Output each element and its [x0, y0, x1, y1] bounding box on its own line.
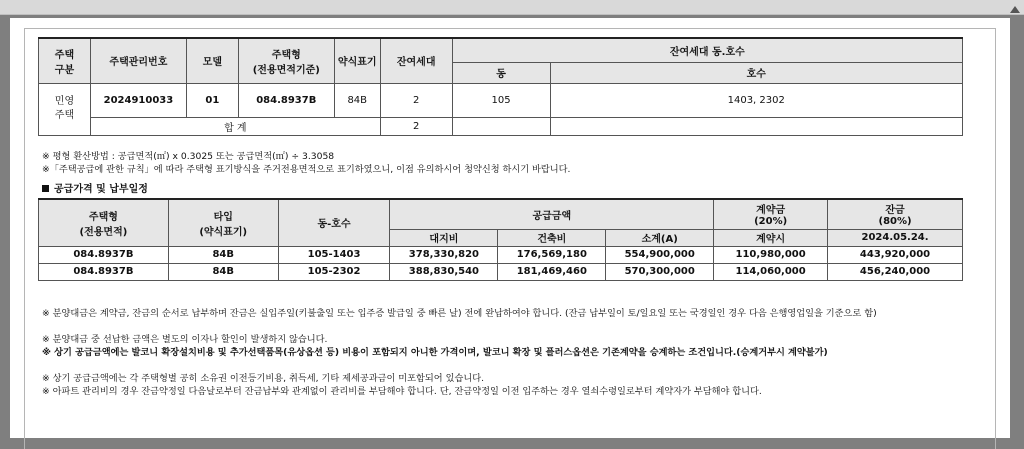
header-build: 건축비 [498, 229, 606, 246]
header-housing-type: 주택형 (전용면적) [39, 199, 169, 246]
cell-land: 388,830,540 [390, 263, 498, 280]
header-abbr: 약식표기 [334, 38, 380, 83]
cell-subtotal: 554,900,000 [606, 246, 714, 263]
note-taxes: ※ 상기 공급금액에는 각 주택형별 공히 소유권 이전등기비용, 취득세, 기타 제세공과금이 미포함되어 있습니다. [42, 373, 485, 384]
header-ho: 호수 [550, 62, 963, 83]
section-title: 공급가격 및 납부일정 [42, 180, 148, 195]
cell-build: 181,469,460 [498, 263, 606, 280]
cell-mgmt-no: 2024910033 [90, 83, 186, 117]
cell-housing-type: 084.8937B [39, 246, 169, 263]
cell-dong: 105 [452, 83, 550, 117]
cell-unit: 105-1403 [278, 246, 390, 263]
note-area-notation: ※「주택공급에 관한 규칙」에 따라 주택형 표기방식을 주거전용면적으로 표기하였으니, 이점 유의하시어 청약신청 하시기 바랍니다. [42, 164, 571, 175]
cell-type: 84B [168, 246, 278, 263]
header-mgmt-no: 주택관리번호 [90, 38, 186, 83]
cell-land: 378,330,820 [390, 246, 498, 263]
scroll-up-icon[interactable] [1010, 6, 1020, 13]
header-remaining: 잔여세대 [380, 38, 452, 83]
cell-housing-type: 084.8937B [39, 263, 169, 280]
cell-contract: 110,980,000 [714, 246, 828, 263]
header-remaining-units: 잔여세대 동.호수 [452, 38, 962, 62]
header-contract-when: 계약시 [714, 229, 828, 246]
cell-balance: 443,920,000 [828, 246, 963, 263]
cell-house-type: 민영 주택 [39, 83, 91, 135]
header-unit: 동-호수 [278, 199, 390, 246]
cell-housing-type: 084.8937B [238, 83, 334, 117]
cell-contract: 114,060,000 [714, 263, 828, 280]
total-label: 합 계 [90, 117, 380, 135]
header-house-type: 주택 구분 [39, 38, 91, 83]
cell-model: 01 [186, 83, 238, 117]
header-dong: 동 [452, 62, 550, 83]
header-balance-when: 2024.05.24. [828, 229, 963, 246]
note-payment-order: ※ 분양대금은 계약금, 잔금의 순서로 납부하며 잔금은 실입주일(키불출일 또는 입주증 발급일 중 빠른 날) 전에 완납하여야 합니다. (잔금 납부일이 토/일요일 또는 국경일인 경우 다음 은행영업일을 기준으로 함) [42, 308, 877, 319]
square-bullet-icon [42, 185, 49, 192]
header-type: 타입 (약식표기) [168, 199, 278, 246]
note-balcony: ※ 상기 공급금액에는 발코니 확장설치비용 및 추가선택품목(유상옵션 등) 비용이 포함되지 아니한 가격이며, 발코니 확장 및 플러스옵션은 기존계약을 승계하는 조건입니다.(승계거부시 계약불가) [42, 347, 828, 358]
remaining-units-table [38, 37, 963, 136]
header-land: 대지비 [390, 229, 498, 246]
header-supply-price: 공급금액 [390, 199, 714, 229]
supply-price-table [38, 198, 963, 281]
cell-build: 176,569,180 [498, 246, 606, 263]
table-row [39, 246, 963, 263]
header-model: 모델 [186, 38, 238, 83]
note-prepayment: ※ 분양대금 중 선납한 금액은 별도의 이자나 할인이 발생하지 않습니다. [42, 334, 328, 345]
document-page [10, 18, 1010, 438]
header-housing-type: 주택형 (전용면적기준) [238, 38, 334, 83]
note-management-fee: ※ 아파트 관리비의 경우 잔금약정일 다음날로부터 잔금납부와 관계없이 관리비를 부담해야 합니다. 단, 잔금약정일 이전 입주하는 경우 열쇠수령일로부터 계약자가 부담해야 합니다. [42, 386, 762, 397]
cell-ho: 1403, 2302 [550, 83, 963, 117]
cell-type: 84B [168, 263, 278, 280]
header-contract: 계약금 (20%) [714, 199, 828, 229]
total-row [39, 117, 963, 135]
cell-balance: 456,240,000 [828, 263, 963, 280]
header-balance: 잔금 (80%) [828, 199, 963, 229]
table-row [39, 263, 963, 280]
cell-remaining: 2 [380, 83, 452, 117]
viewer-toolbar [0, 0, 1024, 15]
table-row [39, 83, 963, 117]
header-subtotal: 소계(A) [606, 229, 714, 246]
total-remaining: 2 [380, 117, 452, 135]
cell-unit: 105-2302 [278, 263, 390, 280]
cell-subtotal: 570,300,000 [606, 263, 714, 280]
note-area-conversion: ※ 평형 환산방법 : 공급면적(㎡) x 0.3025 또는 공급면적(㎡) ÷ 3.3058 [42, 151, 335, 162]
cell-abbr: 84B [334, 83, 380, 117]
